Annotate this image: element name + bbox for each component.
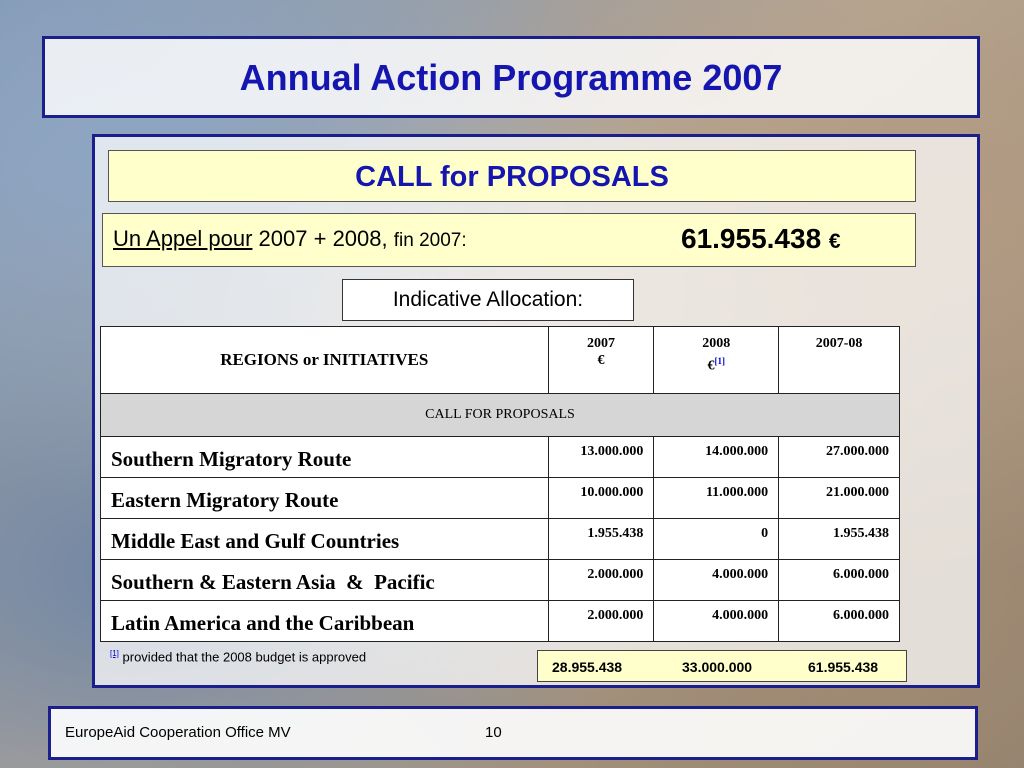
table-row <box>101 560 900 601</box>
section-heading: CALL for PROPOSALS <box>355 161 669 193</box>
footnote <box>110 649 366 664</box>
header-total: 2007-08 <box>779 327 900 394</box>
header-2007-unit: € <box>597 353 605 368</box>
region-name: Southern & Eastern Asia & Pacific <box>101 560 549 601</box>
appel-line <box>113 226 467 252</box>
section-row <box>101 394 900 437</box>
footnote-ref[interactable]: [1] <box>110 649 119 658</box>
region-name: Middle East and Gulf Countries <box>101 519 549 560</box>
header-2008-unit-wrap <box>654 352 778 375</box>
header-2008 <box>654 327 779 394</box>
value-2007: 2.000.000 <box>548 601 654 642</box>
value-total: 6.000.000 <box>779 560 900 601</box>
total-overall: 61.955.438 <box>808 659 879 675</box>
indicative-allocation-label: Indicative Allocation: <box>342 279 634 321</box>
totals-box <box>537 650 907 682</box>
table-row <box>101 601 900 642</box>
page-number: 10 <box>485 724 502 741</box>
table-header-row <box>101 327 900 394</box>
header-region: REGIONS or INITIATIVES <box>101 327 549 394</box>
allocation-table <box>100 326 900 642</box>
appel-total-value: 61.955.438 <box>681 223 822 254</box>
footer-organization: EuropeAid Cooperation Office MV <box>65 724 291 741</box>
value-2008: 4.000.000 <box>654 560 779 601</box>
value-2007: 2.000.000 <box>548 560 654 601</box>
appel-currency: € <box>828 230 841 253</box>
header-2007 <box>548 327 654 394</box>
appel-link[interactable]: Un Appel pour <box>113 226 253 251</box>
appel-total <box>681 223 841 255</box>
page-title: Annual Action Programme 2007 <box>239 57 783 98</box>
section-label: CALL FOR PROPOSALS <box>101 394 900 437</box>
total-2007: 28.955.438 <box>552 659 623 675</box>
table-row <box>101 437 900 478</box>
value-2007: 10.000.000 <box>548 478 654 519</box>
value-2008: 14.000.000 <box>654 437 779 478</box>
value-total: 27.000.000 <box>779 437 900 478</box>
table-row <box>101 478 900 519</box>
total-2008: 33.000.000 <box>682 659 753 675</box>
value-2008: 4.000.000 <box>654 601 779 642</box>
value-2007: 1.955.438 <box>548 519 654 560</box>
header-2008-unit: € <box>707 358 715 374</box>
region-name: Eastern Migratory Route <box>101 478 549 519</box>
appel-deadline: fin 2007: <box>393 230 467 251</box>
header-2008-year: 2008 <box>702 336 731 351</box>
region-name: Latin America and the Caribbean <box>101 601 549 642</box>
footnote-ref-link[interactable]: [1] <box>714 356 726 366</box>
header-2007-year: 2007 <box>586 336 615 351</box>
value-2008: 0 <box>654 519 779 560</box>
region-name: Southern Migratory Route <box>101 437 549 478</box>
call-for-proposals-banner <box>108 150 916 202</box>
title-frame <box>42 36 980 118</box>
footer <box>48 706 978 760</box>
value-2007: 13.000.000 <box>548 437 654 478</box>
appel-summary-box <box>102 213 916 267</box>
footnote-text: provided that the 2008 budget is approved <box>118 649 367 665</box>
table-row <box>101 519 900 560</box>
value-total: 6.000.000 <box>779 601 900 642</box>
value-total: 1.955.438 <box>779 519 900 560</box>
value-total: 21.000.000 <box>779 478 900 519</box>
value-2008: 11.000.000 <box>654 478 779 519</box>
appel-years: 2007 + 2008, <box>252 226 394 251</box>
